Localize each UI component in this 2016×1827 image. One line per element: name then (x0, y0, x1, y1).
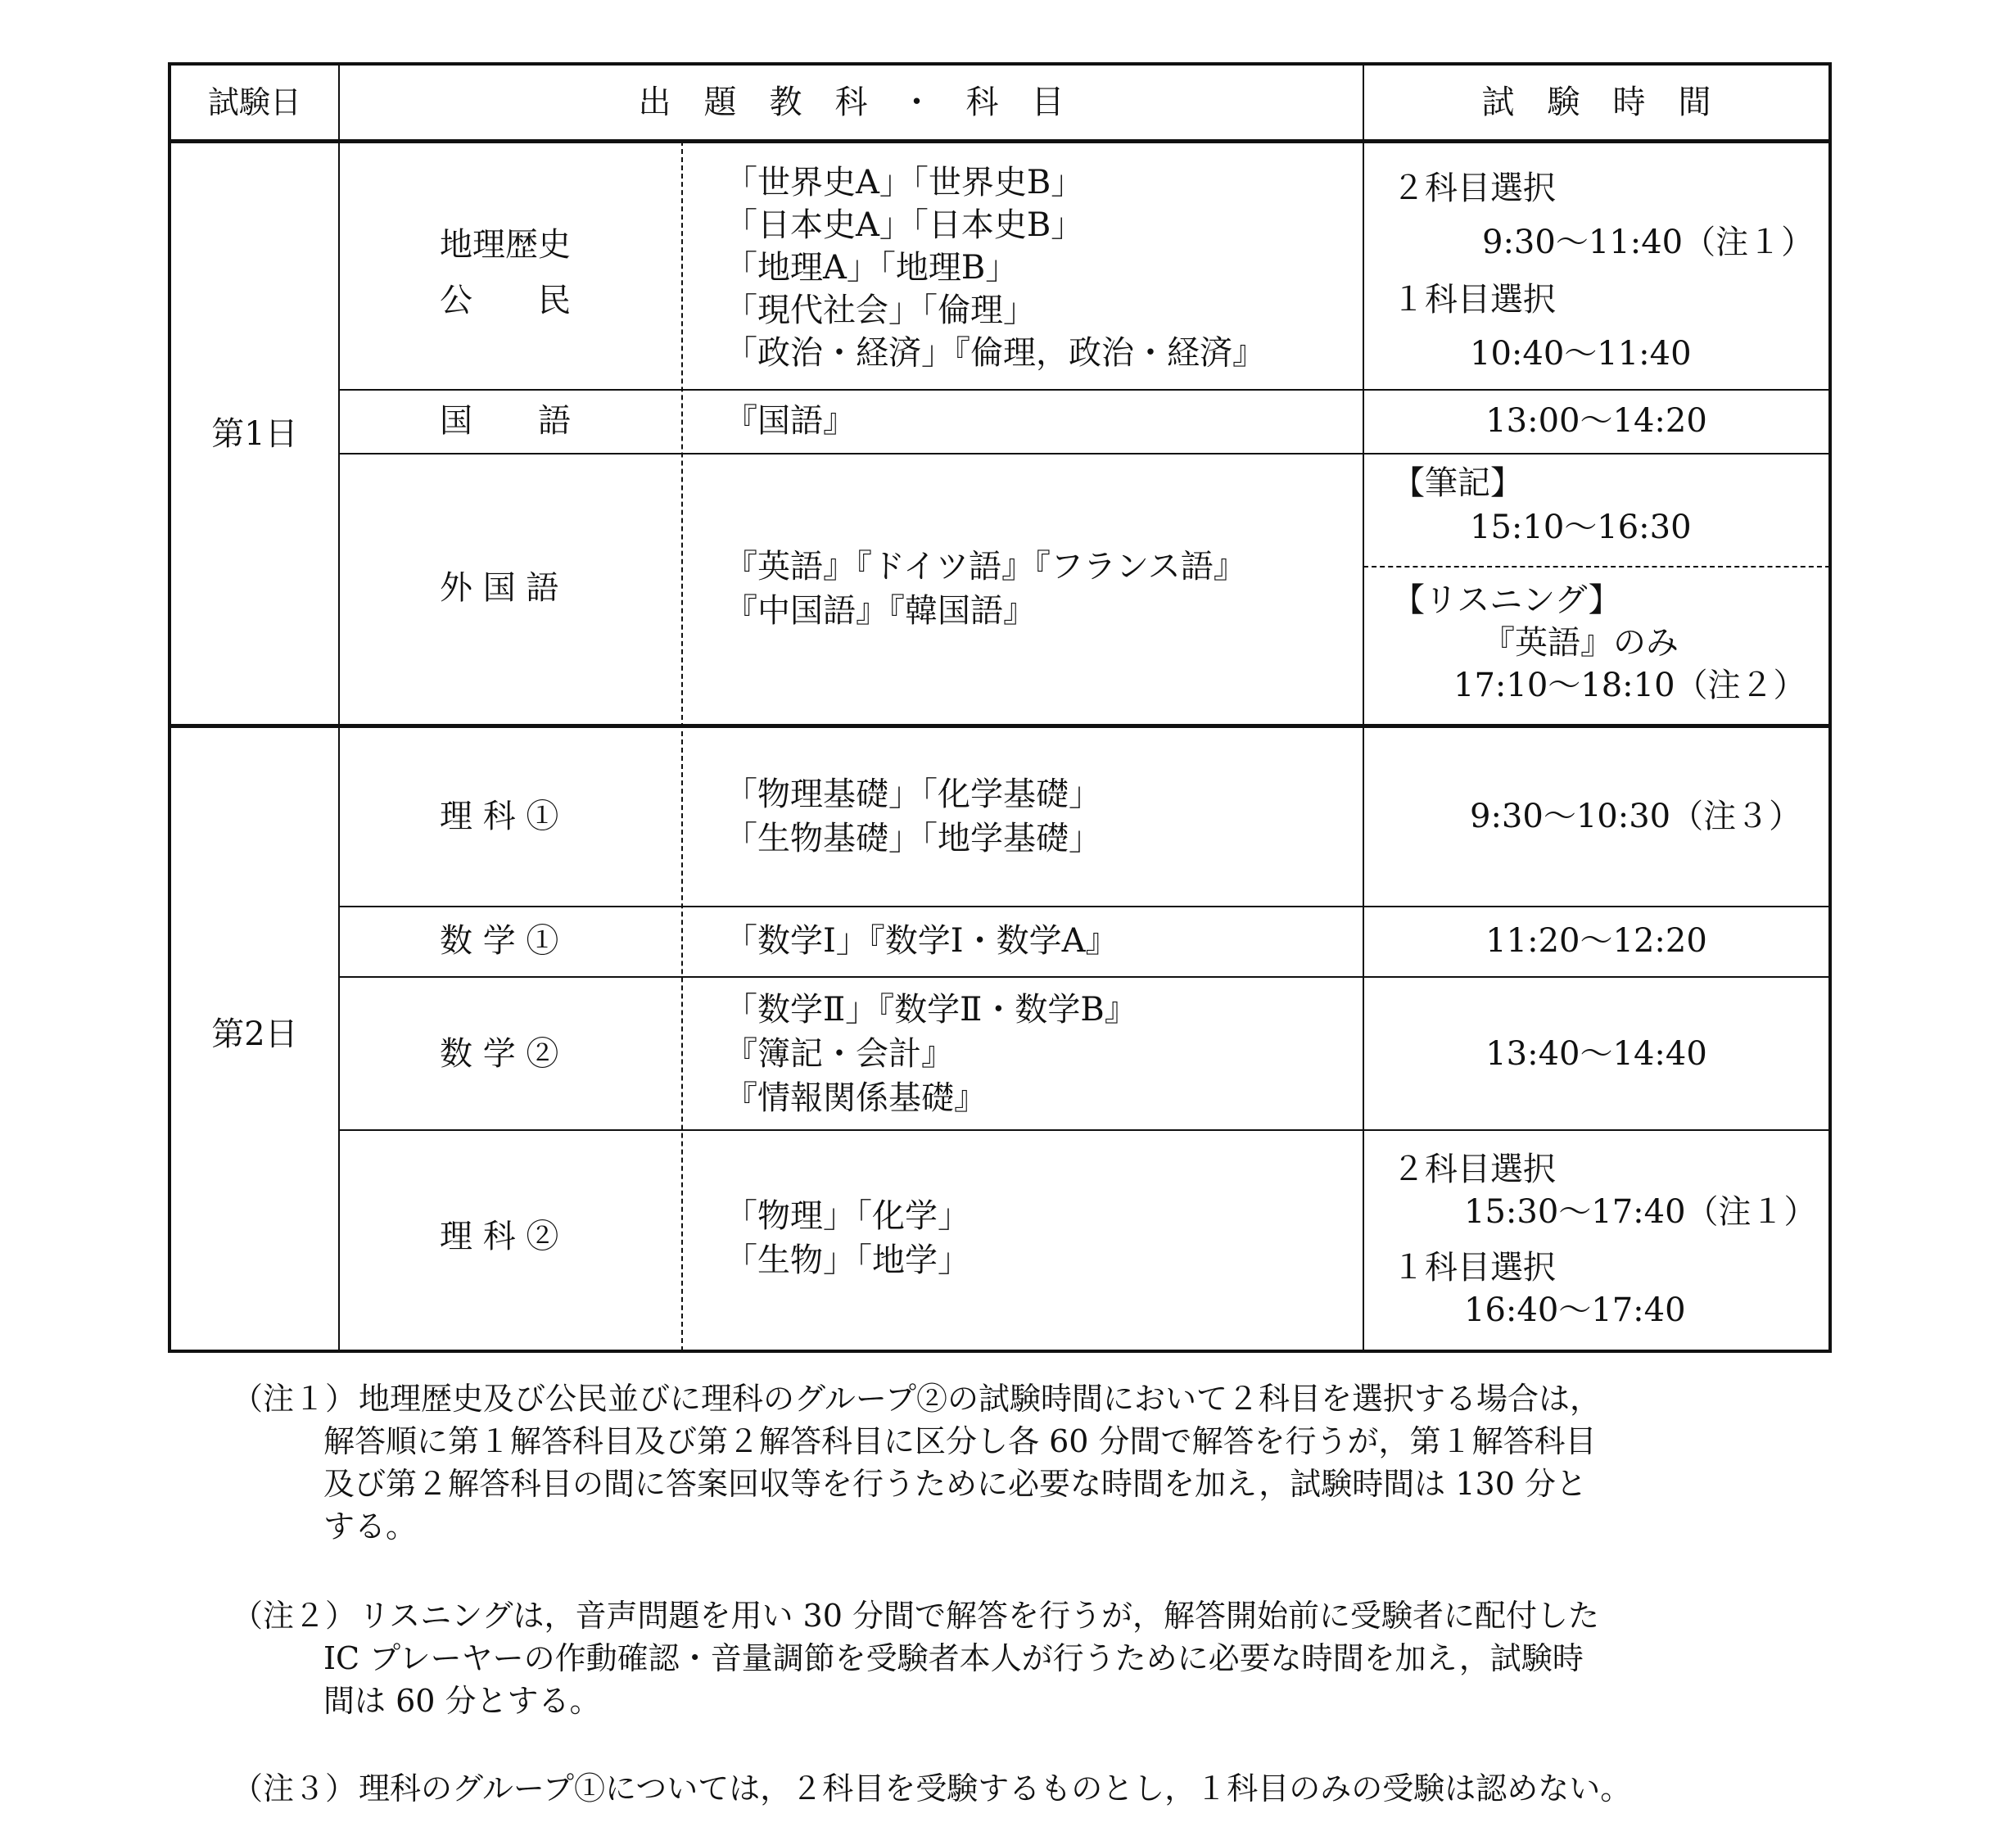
note-text: 間は 60 分とする。 (323, 1683, 601, 1719)
row-rule (338, 389, 1832, 391)
row-subjects: 「数学Ⅰ」『数学Ⅰ・数学A』 (725, 922, 1119, 960)
row-subjects: 『英語』『ドイツ語』『フランス語』 『中国語』『韓国語』 (725, 548, 1246, 630)
note-label: （注２） (232, 1598, 357, 1634)
row-rule (338, 453, 1832, 454)
row-time: 13:40～14:40 (1485, 1035, 1707, 1073)
row-rule (338, 906, 1832, 907)
row-group-label: 数 学 ① (440, 922, 559, 960)
day-rule (168, 724, 1832, 728)
row-group-label: 理 科 ② (440, 1218, 559, 1255)
header-day: 試験日 (207, 84, 301, 120)
row-time: 11:20～12:20 (1485, 922, 1707, 960)
day2-label: 第2日 (211, 1015, 298, 1053)
note-text: リスニングは，音声問題を用い 30 分間で解答を行うが，解答開始前に受験者に配付した (359, 1598, 1599, 1634)
row-group-label: 数 学 ② (440, 1035, 559, 1073)
note-text: 及び第２解答科目の間に答案回収等を行うために必要な時間を加え，試験時間は 130 分と (323, 1466, 1587, 1502)
row-group-label: 理 科 ① (440, 798, 559, 835)
day1-label: 第1日 (211, 415, 298, 453)
row-subjects: 『国語』 (725, 402, 856, 440)
row-subjects: 「数学Ⅱ」『数学Ⅱ・数学B』 『簿記・会計』 『情報関係基礎』 (725, 991, 1137, 1117)
row-rule (338, 976, 1832, 978)
footnotes (232, 1378, 1804, 1807)
header-subjects: 出 題 教 科 ・ 科 目 (638, 84, 1065, 121)
row-subjects: 「物理基礎」「化学基礎」 「生物基礎」「地学基礎」 (725, 776, 1101, 857)
time-split-rule (1363, 566, 1830, 568)
note-label: （注１） (232, 1381, 357, 1417)
row-time: 13:00～14:20 (1485, 402, 1707, 440)
row-group-label: 外 国 語 (440, 569, 559, 607)
header-rule (168, 139, 1832, 143)
row-subjects: 「世界史A」「世界史B」 「日本史A」「日本史B」 「地理A」「地理B」 「現代社会」「倫理」 「政治・経済」『倫理，政治・経済』 (725, 164, 1265, 372)
row-subjects: 「物理」「化学」 「生物」「地学」 (725, 1197, 970, 1279)
subject-divider (681, 141, 683, 1351)
note-label: （注３） (232, 1770, 357, 1807)
row-rule (338, 1129, 1832, 1131)
note-text: IC プレーヤーの作動確認・音量調節を受験者本人が行うために必要な時間を加え，試験時 (323, 1640, 1584, 1676)
row-group-label: 国 語 (440, 402, 571, 440)
column-rule (338, 62, 340, 1353)
note-text: する。 (323, 1508, 418, 1544)
note-text: 理科のグループ①については，２科目を受験するものとし，１科目のみの受験は認めない。 (359, 1770, 1632, 1807)
row-time: 9:30～10:30（注３） (1470, 798, 1802, 835)
row-group-label: 地理歴史 公 民 (440, 226, 571, 319)
header-time: 試 験 時 間 (1481, 84, 1711, 121)
document-page: 試験日 出 題 教 科 ・ 科 目 試 験 時 間 第1日 地理歴史 公 民 「世界史A」「世界史B」 「日本史A」「日本史B」 「地理A」「地理B」 「現代社会」「倫理」 「政治・経済」『倫理，政治・経済』 ２科目選択 9:30～11:40（注１） １科目選択 10:40～11:40 国 語 『国語』 13:00～14:20 外 国 語 『英語』『ドイツ語』『フランス語』 『中国語』『韓国語』 【筆記】 15:10～16:30 【リスニング】 『英語』のみ 17:10～18:10（注２） 第2日 理 科 ① 「物理基礎」「化学基礎」 「生物基礎」「地学基礎」 9:30～10:30（注３） 数 学 ① 「数学Ⅰ」『数学Ⅰ・数学A』 11:20～12:20 数 学 ② 「数学Ⅱ」『数学Ⅱ・数学B』 『簿記・会計』 『情報関係基礎』 13:40～14:40 理 科 ② 「物理」「化学」 「生物」「地学」 ２科目選択 15:30～17:40（注１） １科目選択 16:40～17:40 （注１） 地理歴史及び公民並びに理科のグループ②の試験時間において２科目を選択する場合は， 解答順に第１解答科目及び第２解答科目に区分し各 60 分間で解答を行うが，第１解答科目 及び第２解答科目の間に答案回収等を行うために必要な時間を加え，試験時間は 130 分と する。 （注２） リスニングは，音声問題を用い 30 分間で解答を行うが，解答開始前に受験者に配付した IC プレーヤーの作動確認・音量調節を受験者本人が行うために必要な時間を加え，試験時 間は 60 分とする。 （注３） 理科のグループ①については，２科目を受験するものとし，１科目のみの受験は認めない。 (0, 0, 2016, 1827)
note-text: 解答順に第１解答科目及び第２解答科目に区分し各 60 分間で解答を行うが，第１解答科目 (323, 1423, 1597, 1459)
note-text: 地理歴史及び公民並びに理科のグループ②の試験時間において２科目を選択する場合は， (359, 1381, 1601, 1417)
column-rule (1363, 62, 1364, 1353)
